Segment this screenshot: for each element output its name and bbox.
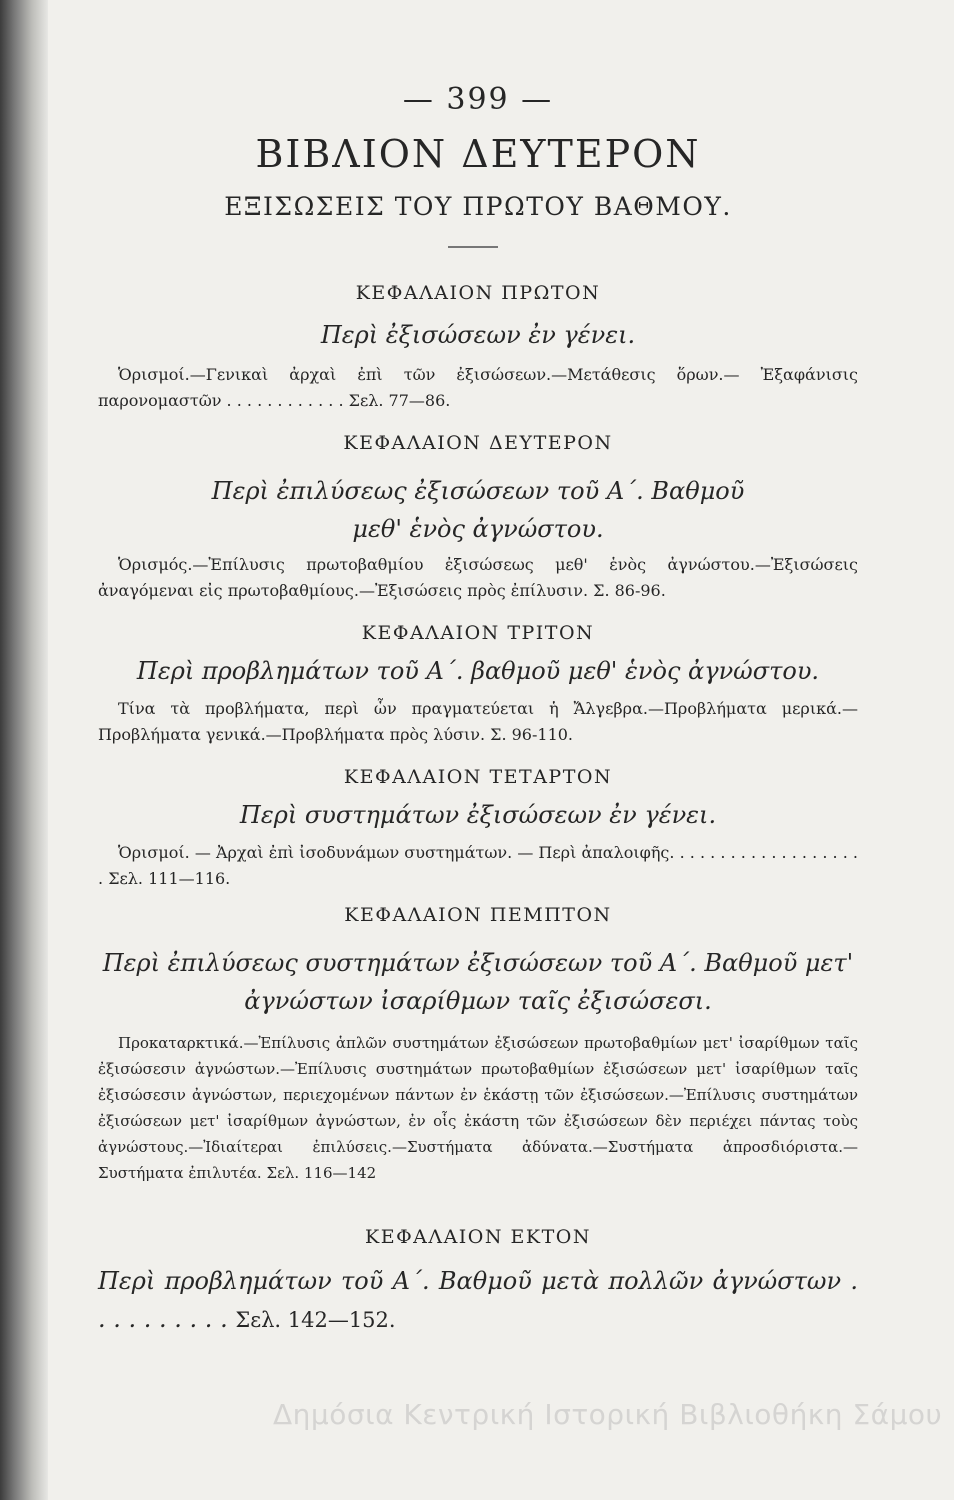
chapter-1-summary-text: Ὁρισμοί.—Γενικαὶ ἀρχαὶ ἐπὶ τῶν ἐξισώσεων.—Μετάθεσις ὅρων.— Ἐξαφάνισις παρονομαστῶν . . . . . . . . . . . . [98,365,858,410]
chapter-4-page-ref: Σελ. 111—116. [108,869,231,888]
chapter-2-page-ref: Σ. 86-96. [593,581,666,600]
chapter-3-subtitle: Περὶ προβλημάτων τοῦ Α΄. βαθμοῦ μεθ' ἑνὸς ἀγνώστου. [136,657,820,685]
chapter-4-summary-text: Ὁρισμοί. — Ἀρχαὶ ἐπὶ ἰσοδυνάμων συστημάτων. — Περὶ ἀπαλοιφῆς. . . . . . . . . . . . . . . . . . . . [98,843,858,888]
chapter-2-summary [98,552,858,604]
chapter-6-subtitle-text: Περὶ προβλημάτων τοῦ Α΄. Βαθμοῦ μετὰ πολλῶν ἀγνώστων . . . . . . . . . . [98,1267,858,1333]
chapter-1-subtitle: Περὶ ἐξισώσεων ἐν γένει. [320,321,636,349]
chapter-1-title: ΚΕΦΑΛΑΙΟΝ ΠΡΩΤΟΝ [355,282,601,304]
chapter-6-page-ref: Σελ. 142—152. [235,1308,396,1332]
chapter-6-title: ΚΕΦΑΛΑΙΟΝ ΕΚΤΟΝ [365,1226,591,1248]
chapter-5-page-ref: Σελ. 116—142 [266,1164,377,1182]
book-page [48,0,954,1500]
chapter-1-page-ref: Σελ. 77—86. [348,391,451,410]
page-number: — 399 — [402,82,554,117]
chapter-1-summary [98,362,858,414]
chapter-4-summary [98,840,858,892]
chapter-5-summary-text: Προκαταρκτικά.—Ἐπίλυσις ἁπλῶν συστημάτων ἐξισώσεων πρωτοβαθμίων μετ' ἰσαρίθμων ταῖς ἐξισώσεσιν ἀγνώστων.—Ἐπίλυσις συστημάτων πρωτοβαθμίων ἐξισώσεων μετ' ἰσαρίθμων ταῖς ἐξισώσεσιν ἀγνώστων, περιεχομένων πάντων ἐν ἑκάστῃ τῶν ἐξισώσεων.—Ἐπίλυσις συστημάτων ἐξισώσεων μετ' ἰσαρίθμων ἀγνώστων, ἐν οἷς ἑκάστη τῶν ἐξισώσεων δὲν περιέχει πάντας τοὺς ἀγνώστους.—Ἰδιαίτεραι ἐπιλύσεις.—Συστήματα ἀδύνατα.—Συστήματα ἀπροσδιόριστα.—Συστήματα ἐπιλυτέα. [98,1034,858,1182]
book-subtitle: ΕΞΙΣΩΣΕΙΣ ΤΟΥ ΠΡΩΤΟΥ ΒΑΘΜΟΥ. [224,192,732,221]
chapter-3-summary [98,696,858,748]
chapter-2-subtitle: Περὶ ἐπιλύσεως ἐξισώσεων τοῦ Α΄. Βαθμοῦ μεθ' ἑνὸς ἀγνώστου. [211,477,745,543]
book-spine-shadow [0,0,48,1500]
chapter-4-subtitle: Περὶ συστημάτων ἐξισώσεων ἐν γένει. [239,801,717,829]
chapter-5-subtitle: Περὶ ἐπιλύσεως συστημάτων ἐξισώσεων τοῦ Α΄. Βαθμοῦ μετ' ἀγνώστων ἰσαρίθμων ταῖς ἐξισώσεσι. [102,949,854,1015]
book-title: ΒΙΒΛΙΟΝ ΔΕΥΤΕΡΟΝ [255,132,701,176]
chapter-3-title: ΚΕΦΑΛΑΙΟΝ ΤΡΙΤΟΝ [361,622,595,644]
chapter-2-title: ΚΕΦΑΛΑΙΟΝ ΔΕΥΤΕΡΟΝ [343,432,613,454]
chapter-3-summary-text: Τίνα τὰ προβλήματα, περὶ ὧν πραγματεύεται ἡ Ἄλγεβρα.—Προβλήματα μερικά.—Προβλήματα γενικά.—Προβλήματα πρὸς λύσιν. [98,699,858,744]
chapter-6-subtitle [98,1262,858,1339]
chapter-5-summary [98,1030,858,1186]
chapter-2-summary-text: Ὁρισμός.—Ἐπίλυσις πρωτοβαθμίου ἐξισώσεως μεθ' ἑνὸς ἀγνώστου.—Ἐξισώσεις ἀναγόμεναι εἰς πρωτοβαθμίους.—Ἐξισώσεις πρὸς ἐπίλυσιν. [98,555,858,600]
chapter-4-title: ΚΕΦΑΛΑΙΟΝ ΤΕΤΑΡΤΟΝ [343,766,613,788]
chapter-3-page-ref: Σ. 96-110. [490,725,574,744]
title-divider [448,246,498,248]
chapter-5-title: ΚΕΦΑΛΑΙΟΝ ΠΕΜΠΤΟΝ [344,904,612,926]
library-watermark: Δημόσια Κεντρική Ιστορική Βιβλιοθήκη Σάμου [273,1398,943,1431]
